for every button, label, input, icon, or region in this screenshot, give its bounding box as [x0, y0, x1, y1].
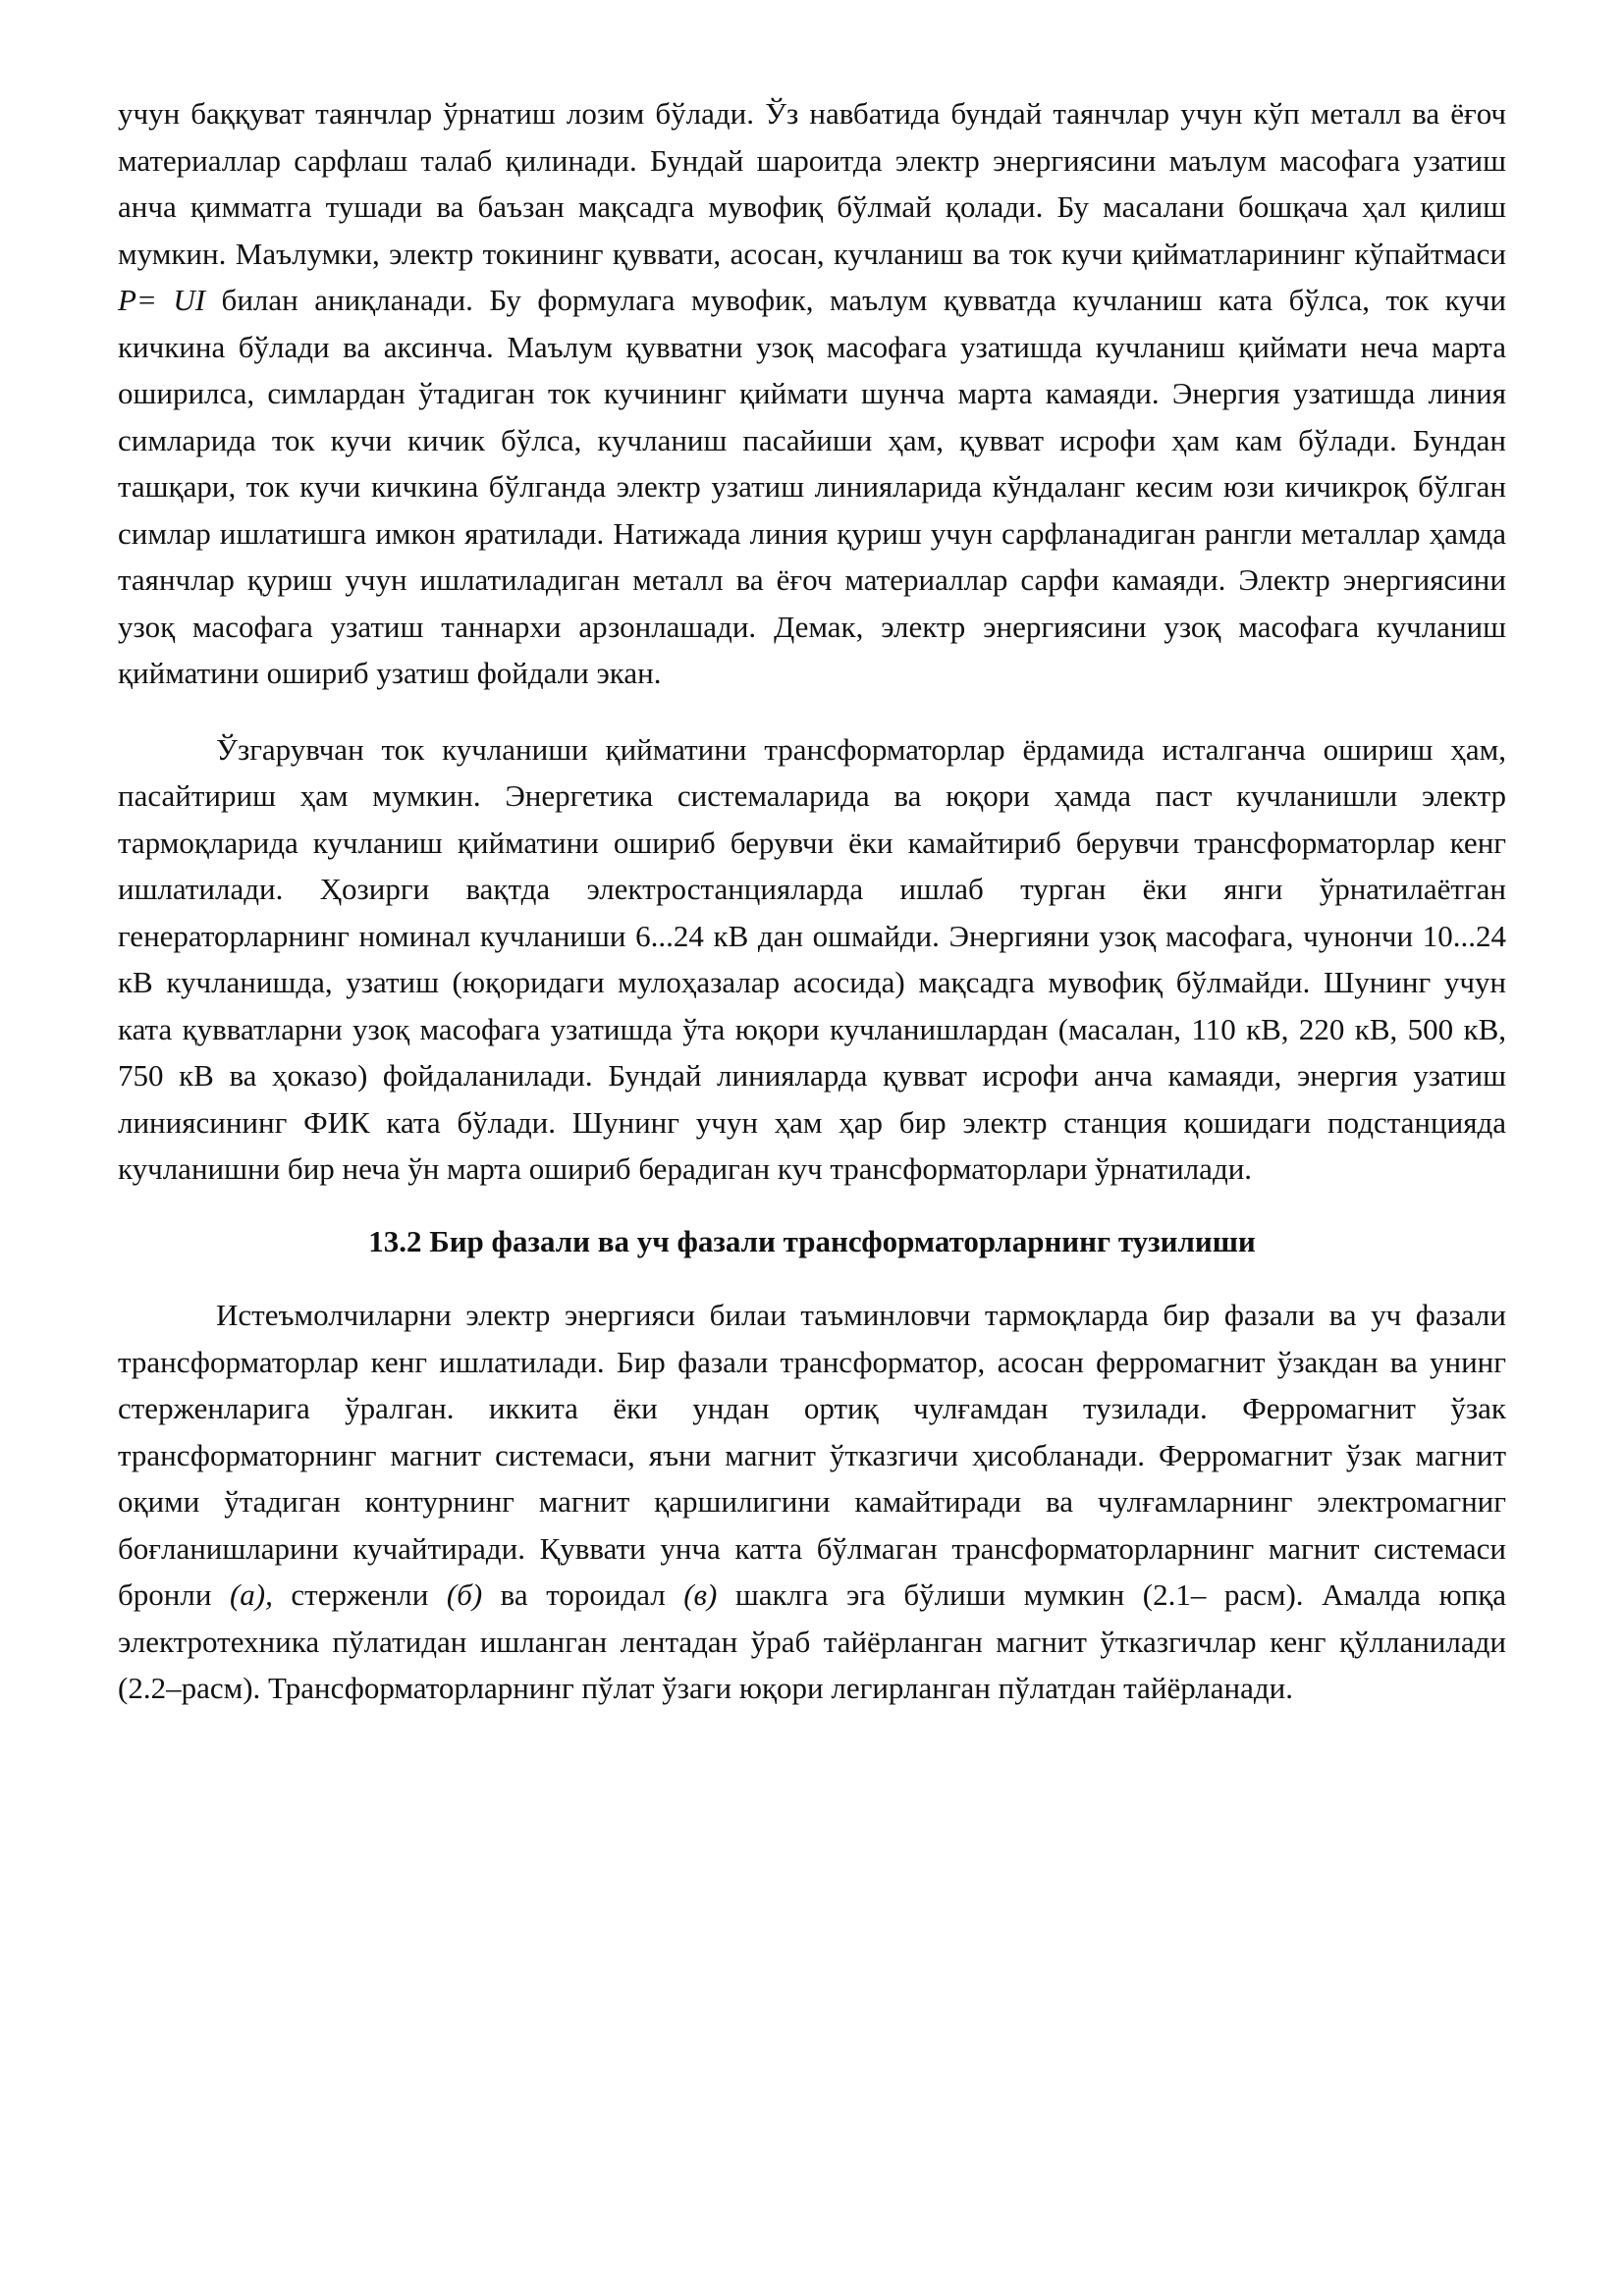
paragraph-1-text-end: билан аниқланади. Бу формулага мувофик, маълум қувватда кучланиш ката бўлса, ток кучи кичкина бўлади ва аксинча. Маълум қувватни узоқ масофага узатишда кучланиш қиймати неча марта оширилса, симлардан ўтадиган ток кучининг қиймати шунча марта камаяди. Энергия узатишда линия симларида ток кучи кичик бўлса, кучланиш пасайиши ҳам, қувват исрофи ҳам кам бўлади. Бундан ташқари, ток кучи кичкина бўлганда электр узатиш линияларида кўндаланг кесим юзи кичикроқ бўлган симлар ишлатишга имкон яратилади. Натижада линия қуриш учун сарфланадиган рангли металлар ҳамда таянчлар қуриш учун ишлатиладиган металл ва ёғоч материаллар сарфи камаяди. Электр энергиясини узоқ масофага узатиш таннархи арзонлашади. Демак, электр энергиясини узоқ масофага кучланиш қийматини ошириб узатиш фойдали экан.	[118, 283, 1506, 690]
paragraph-transformer-voltage: Ўзгарувчан ток кучланиши қийматини трансформаторлар ёрдамида исталганча ошириш ҳам, пасайтириш ҳам мумкин. Энергетика системаларида ва юқори ҳамда паст кучланишли электр тармоқларида кучланиш қийматини ошириб берувчи ёки камайтириб берувчи трансформаторлар кенг ишлатилади. Ҳозирги вақтда электростанцияларда ишлаб турган ёки янги ўрнатилаётган генераторларнинг номинал кучланиши 6...24 кВ дан ошмайди. Энергияни узоқ масофага, чунончи 10...24 кВ кучланишда, узатиш (юқоридаги мулоҳазалар асосида) мақсадга мувофиқ бўлмайди. Шунинг учун ката қувватларни узоқ масофага узатишда ўта юқори кучланишлардан (масалан, 110 кВ, 220 кВ, 500 кВ, 750 кВ ва ҳоказо) фойдаланилади. Бундай линияларда қувват исрофи анча камаяди, энергия узатиш линиясининг ФИК ката бўлади. Шунинг учун ҳам ҳар бир электр станция қошидаги подстанцияда кучланишни бир неча ўн марта ошириб берадиган куч трансформаторлари ўрнатилади.	[118, 731, 1506, 1186]
section-heading: 13.2 Бир фазали ва уч фазали трансформаторларнинг тузилиши	[368, 1223, 1256, 1258]
power-formula: P= UI	[118, 283, 206, 317]
document-page	[118, 90, 1506, 1712]
paragraph-transformer-construction	[118, 1292, 1506, 1712]
paragraph-power-transmission	[118, 90, 1506, 697]
paragraph-3-text-start: Истеъмолчиларни электр энергияси билаи таъминловчи тармоқларда бир фазали ва уч фазали трансформаторлар кенг ишлатилади. Бир фазали трансформатор, асосан ферромагнит ўзакдан ва унинг стерженларига ўралган. иккита ёки ундан ортиқ чулғамдан тузилади. Ферромагнит ўзак трансформаторнинг магнит системаси, яъни магнит ўтказгичи ҳисобланади. Ферромагнит ўзак магнит оқими ўтадиган контурнинг магнит қаршилигини камайтиради ва чулғамларнинг электромагниг боғланишларини кучайтиради. Қуввати унча катта бўлмаган трансформаторларнинг магнит системаси бронли	[118, 1298, 1506, 1612]
figure-label-a: (а),	[229, 1577, 273, 1612]
paragraph-3-text-2: стерженли	[272, 1577, 447, 1612]
figure-label-v: (в)	[683, 1577, 718, 1612]
paragraph-3-text-3: ва тороидал	[482, 1577, 684, 1612]
paragraph-3-text-end: шаклга эга бўлиши мумкин (2.1– расм). Амалда юпқа электротехника пўлатидан ишланган лентадан ўраб тайёрланган магнит ўтказгичлар кенг қўлланилади (2.2–расм). Трансформаторларнинг пўлат ўзаги юқори легирланган пўлатдан тайёрланади.	[118, 1577, 1507, 1705]
figure-label-b: (б)	[446, 1577, 483, 1612]
paragraph-1-text-start: учун баққуват таянчлар ўрнатиш лозим бўлади. Ўз навбатида бундай таянчлар учун кўп металл ва ёғоч материаллар сарфлаш талаб қилинади. Бундай шароитда электр энергиясини маълум масофага узатиш анча қимматга тушади ва баъзан мақсадга мувофиқ бўлмай қолади. Бу масалани бошқача ҳал қилиш мумкин. Маълумки, электр токининг қуввати, асосан, кучланиш ва ток кучи қийматларининг кўпайтмаси	[118, 96, 1506, 271]
